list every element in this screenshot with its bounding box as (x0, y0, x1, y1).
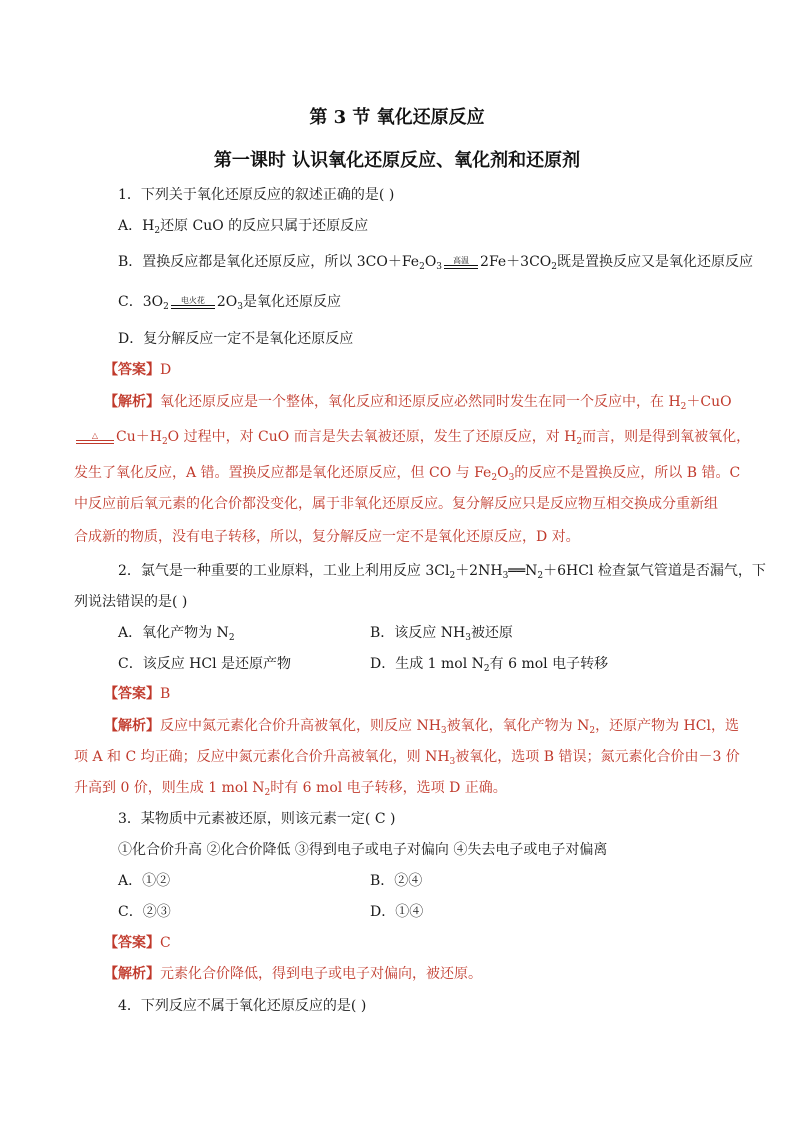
q3-stem: 3．某物质中元素被还原，则该元素一定( C ) (118, 811, 396, 827)
q1-stem: 1．下列关于氧化还原反应的叙述正确的是( ) (118, 187, 395, 203)
q2-option-c: C．该反应 HCl 是还原产物 (118, 656, 292, 672)
section-title: 第 3 节 氧化还原反应 (309, 107, 485, 128)
q2-stem-line-1: 2．氯气是一种重要的工业原料，工业上利用反应 $3Cl_2+2NH_3══N_2+6HCl$ 检查氯气管道是否漏气，下 (118, 563, 766, 581)
q3-answer: 【答案】C (104, 935, 171, 951)
q1-option-a: A．$H_2$还原 CuO 的反应只属于还原反应 (118, 218, 369, 236)
q2-analysis-line-2: 项 A 和 C 均正确；反应中氮元素化合价升高被氧化，则 $NH_3$被氧化，选项 B 错误；氮元素化合价由－3 价 (74, 749, 740, 767)
q1-analysis-line-5: 合成新的物质，没有电子转移，所以，复分解反应一定不是氧化还原反应，D 对。 (74, 529, 580, 545)
q1-analysis-line-2: △ $Cu+H_2O$ 过程中，对 CuO 而言是失去氧被还原，发生了还原反应，对 $H_2$而言，则是得到氧被氧化， (74, 427, 750, 447)
q3-option-a: A．①② (118, 873, 171, 889)
lesson-title: 第一课时 认识氧化还原反应、氧化剂和还原剂 (213, 150, 581, 171)
q3-option-d: D．①④ (370, 904, 424, 920)
q2-option-d: D．生成 1 mol $N_2$有 6 mol 电子转移 (370, 656, 609, 674)
q3-statements: ①化合价升高 ②化合价降低 ③得到电子或电子对偏向 ④失去电子或电子对偏离 (118, 842, 608, 858)
q2-analysis-line-3: 升高到 0 价，则生成 1 mol $N_2$时有 6 mol 电子转移，选项 D 正确。 (74, 780, 507, 798)
q3-option-c: C．②③ (118, 904, 171, 920)
q2-stem-line-2: 列说法错误的是( ) (74, 594, 188, 610)
q2-analysis-line-1: 【解析】反应中氮元素化合价升高被氧化，则反应 $NH_3$被氧化，氧化产物为 $N_2$，还原产物为 HCl，选 (104, 718, 739, 736)
q3-analysis: 【解析】元素化合价降低，得到电子或电子对偏向，被还原。 (104, 966, 482, 982)
q3-option-b: B．②④ (370, 873, 423, 889)
q1-answer: 【答案】D (104, 362, 172, 378)
q1-analysis-line-3: 发生了氧化反应，A 错。置换反应都是氧化还原反应，但 CO 与 $Fe_2O_3$的反应不是置换反应，所以 B 错。C (74, 465, 741, 483)
q2-option-a: A．氧化产物为 $N_2$ (118, 625, 235, 643)
q1-option-c: C．$3O_2$ 电火花 $2O_3$是氧化还原反应 (118, 294, 341, 312)
q1-analysis-line-1: 【解析】氧化还原反应是一个整体，氧化反应和还原反应必然同时发生在同一个反应中，在 $H_2+CuO$ (104, 394, 732, 412)
q1-analysis-line-4: 中反应前后氧元素的化合价都没变化，属于非氧化还原反应。复分解反应只是反应物互相交换成分重新组 (74, 496, 718, 512)
q2-option-b: B．该反应 $NH_3$被还原 (370, 625, 513, 643)
q2-answer: 【答案】B (104, 686, 171, 702)
q1-option-b: B．置换反应都是氧化还原反应，所以 $3CO+Fe_2O_3$ 高温 $2Fe+3CO_2$既是置换反应又是氧化还原反应 (118, 254, 754, 272)
q4-stem: 4．下列反应不属于氧化还原反应的是( ) (118, 998, 367, 1014)
q1-option-d: D．复分解反应一定不是氧化还原反应 (118, 331, 354, 347)
